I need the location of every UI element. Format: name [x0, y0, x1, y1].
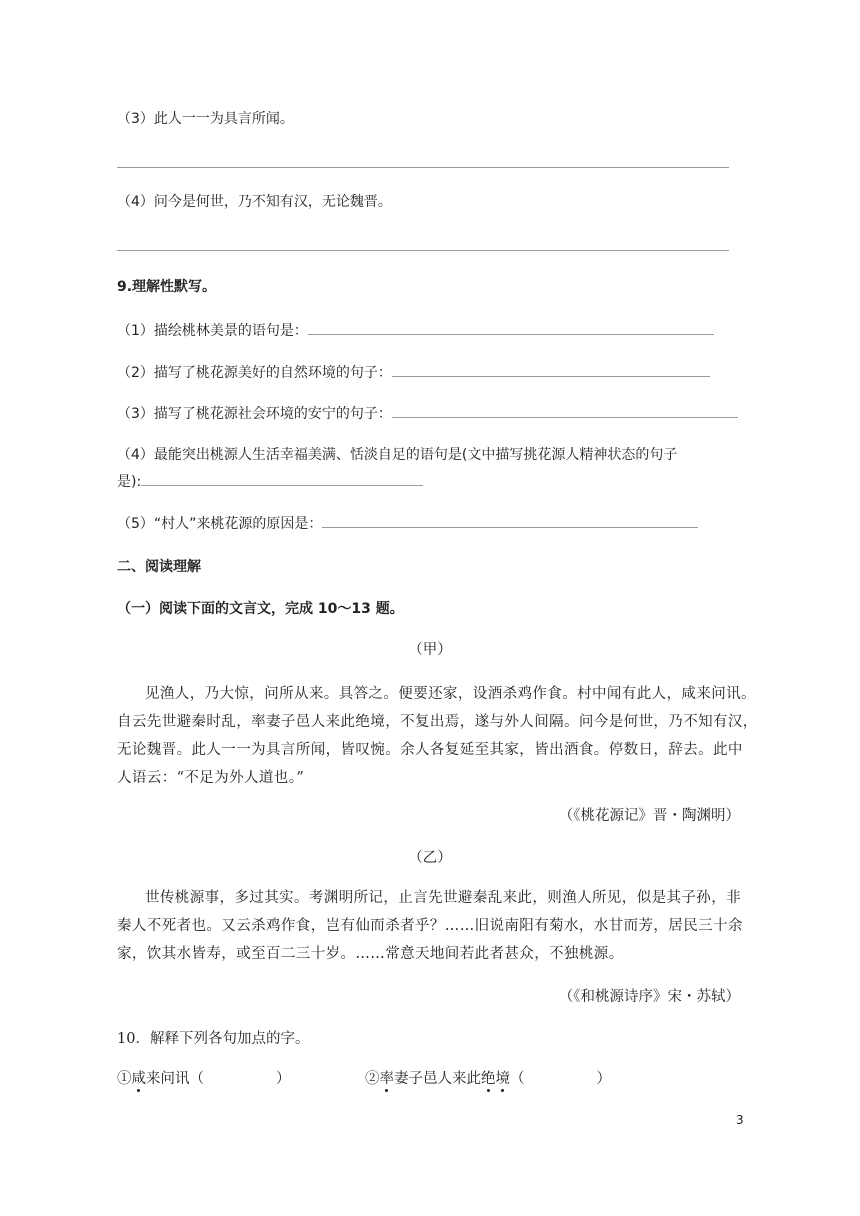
q10-item-2-open: （ [510, 1071, 525, 1087]
q9-item-5 [117, 513, 698, 534]
q9-item-3 [117, 403, 738, 424]
section-subtitle: （一）阅读下面的文言文，完成 10～13 题。 [117, 601, 404, 617]
q9-item-5-text: （5）“村人”来桃花源的原因是： [117, 516, 323, 532]
q10-item-2-number: ② [365, 1071, 380, 1087]
q9-item-4-cont-text: 是): [117, 474, 142, 490]
answer-line [117, 250, 729, 251]
q10-item-1 [117, 1069, 291, 1089]
passage-b-label: （乙） [408, 850, 452, 866]
passage-a-line: 自云先世避秦时乱，率妻子邑人来此绝境，不复出焉，遂与外人间隔。问今是何世，乃不知有汉， [117, 714, 758, 730]
answer-line [117, 167, 729, 168]
q9-item-1 [117, 320, 714, 341]
q10-item-2-close: ） [596, 1071, 611, 1087]
fill-blank [392, 403, 738, 418]
dotted-char: 境 [495, 1071, 510, 1087]
q9-item-4-cont [117, 471, 423, 492]
passage-b [117, 884, 743, 968]
q9-item-1-text: （1）描绘桃林美景的语句是： [117, 323, 308, 339]
q10-title: 10．解释下列各句加点的字。 [117, 1031, 310, 1047]
q9-title: 9.理解性默写。 [117, 279, 217, 295]
q9-item-2 [117, 362, 710, 383]
passage-b-source: （《和桃源诗序》宋・苏轼） [558, 989, 740, 1005]
q10-item-1-close: ） [276, 1071, 291, 1087]
passage-a [117, 680, 758, 792]
passage-b-line: 家，饮其水皆寿，或至百二三十岁。……常意天地间若此者甚众，不独桃源。 [117, 946, 624, 962]
passage-a-source: （《桃花源记》晋・陶渊明） [558, 808, 740, 824]
passage-a-line: 人语云：“不足为外人道也。” [117, 770, 305, 786]
passage-b-line: 世传桃源事，多过其实。考渊明所记，止言先世避秦乱来此，则渔人所见，似是其子孙，非 [145, 890, 741, 906]
q10-item-2 [365, 1069, 611, 1089]
q9-item-4: （4）最能突出桃源人生活幸福美满、恬淡自足的语句是(文中描写挑花源人精神状态的句子 [117, 447, 678, 463]
q8-item-3: （3）此人一一为具言所闻。 [117, 111, 294, 127]
section-title: 二、阅读理解 [117, 559, 201, 575]
passage-a-line: 无论魏晋。此人一一为具言所闻，皆叹惋。余人各复延至其家，皆出酒食。停数日，辞去。此中 [117, 742, 743, 758]
passage-a-line: 见渔人，乃大惊，问所从来。具答之。便要还家，设酒杀鸡作食。村中闻有此人，咸来问讯。 [145, 686, 756, 702]
passage-a-label: （甲） [408, 642, 452, 658]
dotted-char: 绝 [481, 1071, 496, 1087]
fill-blank [308, 320, 714, 335]
fill-blank [141, 471, 423, 486]
fill-blank [392, 362, 710, 377]
q8-item-4: （4）问今是何世，乃不知有汉，无论魏晋。 [117, 194, 392, 210]
passage-b-line: 秦人不死者也。又云杀鸡作食，岂有仙而杀者乎？……旧说南阳有菊水，水甘而芳，居民三十余 [117, 918, 743, 934]
q10-item-2-text: 妻子邑人来此 [394, 1071, 481, 1087]
q9-item-2-text: （2）描写了桃花源美好的自然环境的句子： [117, 365, 392, 381]
page-number: 3 [736, 1113, 744, 1127]
dotted-char: 率 [379, 1071, 394, 1087]
fill-blank [322, 513, 698, 528]
dotted-char: 咸 [131, 1071, 146, 1087]
q10-item-1-text: 来问讯（ [146, 1071, 204, 1087]
q10-item-1-number: ① [117, 1071, 132, 1087]
q9-item-3-text: （3）描写了桃花源社会环境的安宁的句子： [117, 406, 392, 422]
